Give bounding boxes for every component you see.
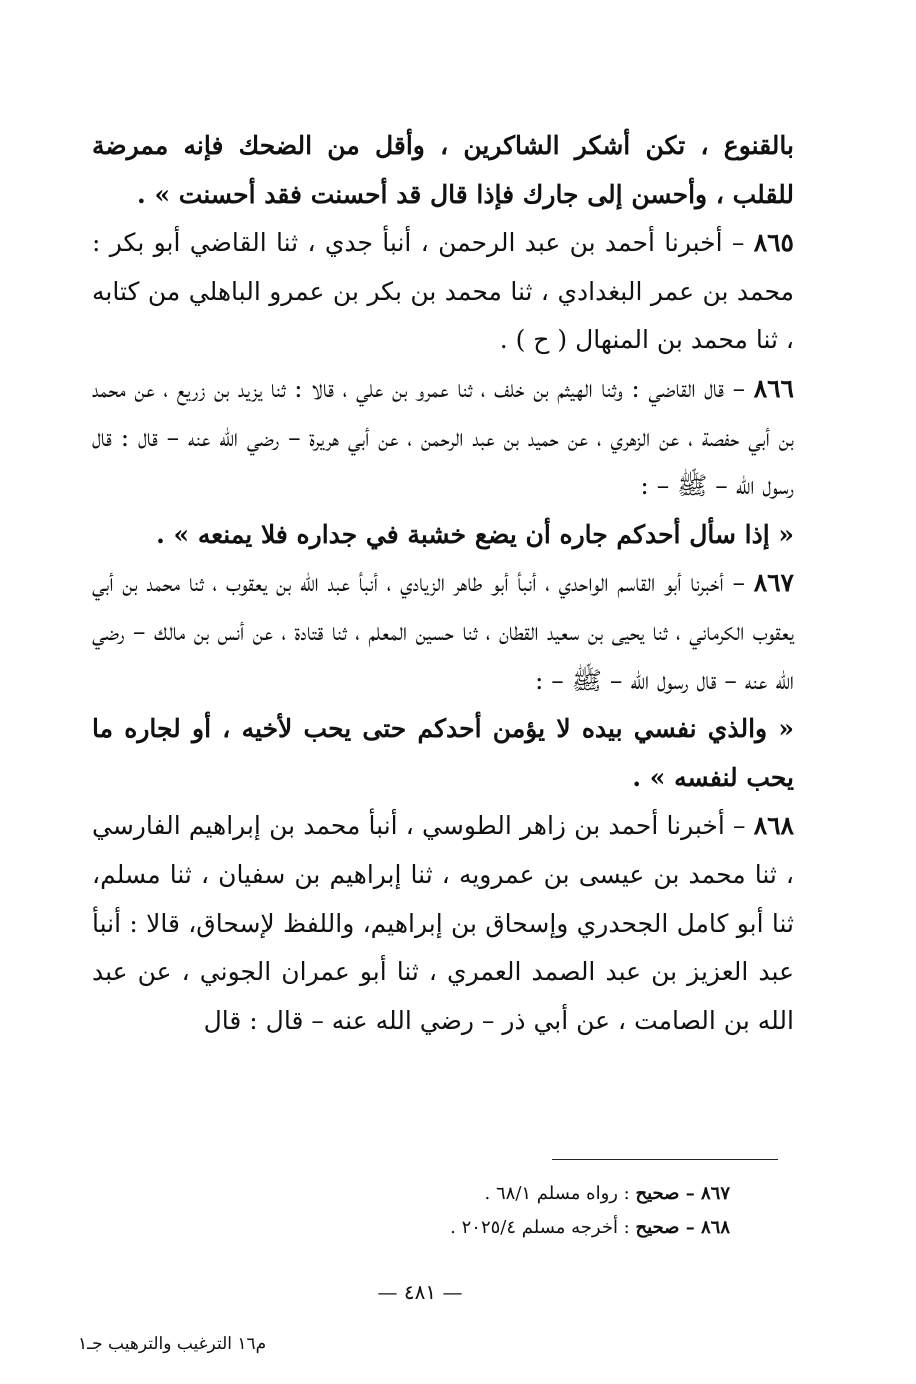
footnote-text: : رواه مسلم ٦٨/١ . — [484, 1183, 636, 1204]
hadith-866 — [92, 365, 794, 511]
footnote-number: ٨٦٨ – — [679, 1217, 730, 1238]
hadith-number: ٨٦٦ — [753, 373, 794, 403]
matn-line-1: بالقنوع ، تكن أشكر الشاكرين ، وأقل من الضحك فإنه ممرضة للقلب ، — [92, 131, 794, 209]
footnote-867 — [300, 1177, 730, 1211]
footnote-868 — [300, 1211, 730, 1245]
hadith-868 — [92, 802, 794, 1045]
hadith-867-matn: « والذي نفسي بيده لا يؤمن أحدكم حتى يحب لأخيه ، أو لجاره ما يحب لنفسه » . — [92, 714, 794, 792]
hadith-isnad: – أخبرنا أحمد بن زاهر الطوسي ، أنبأ محمد بن إبراهيم الفارسي ، ثنا محمد بن عيسى بن عمرويه ، ثنا إبراهيم بن سفيان ، ثنا مسلم، ثنا أبو كامل الجحدري وإسحاق بن إبراهيم، واللفظ لإسحاق، قالا : أنبأ عبد العزيز بن عبد الصمد العمري ، ثنا أبو عمران الجوني ، عن عبد الله بن الصامت ، عن أبي ذر – رضي الله عنه – قال : قال — [92, 811, 794, 1035]
hadith-number: ٨٦٥ — [753, 228, 794, 258]
footnote-grade: صحيح — [635, 1217, 680, 1238]
hadith-isnad: – أخبرنا أبو القاسم الواحدي ، أنبأ أبو طاهر الزيادي ، أنبأ عبد الله بن يعقوب ، ثنا محمد بن أبي يعقوب الكرماني ، ثنا يحيى بن سعيد القطان ، ثنا حسين المعلم ، ثنا قتادة ، عن أنس بن مالك – رضي الله عنه – قال رسول الله – ﷺ – : — [92, 568, 794, 695]
page-number: — ٤٨١ — — [377, 1280, 463, 1304]
hadith-867 — [92, 559, 794, 705]
footnotes — [300, 1177, 730, 1245]
footnote-divider — [552, 1159, 778, 1160]
hadith-number: ٨٦٨ — [753, 811, 794, 841]
footnote-text: : أخرجه مسلم ٢٠٢٥/٤ . — [450, 1217, 636, 1238]
matn-line-2: وأحسن إلى جارك فإذا قال قد أحسنت فقد أحسنت » . — [137, 179, 708, 209]
footnote-grade: صحيح — [635, 1183, 680, 1204]
hadith-isnad: – قال القاضي : وثنا الهيثم بن خلف ، ثنا عمرو بن علي ، قالا : ثنا يزيد بن زريع ، عن محمد بن أبي حفصة ، عن الزهري ، عن حميد بن عبد الرحمن ، عن أبي هريرة – رضي الله عنه – قال : قال رسول الله – ﷺ – : — [92, 373, 794, 501]
hadith-isnad: – أخبرنا أحمد بن عبد الرحمن ، أنبأ جدي ، ثنا القاضي أبو بكر : محمد بن عمر البغدادي ، ثنا محمد بن بكر بن عمرو الباهلي من كتابه ، ثنا محمد بن المنهال ( ح ) . — [92, 228, 794, 355]
signature-mark: م١٦ الترغيب والترهيب جـ١ — [78, 1334, 267, 1354]
footnote-number: ٨٦٧ – — [679, 1183, 730, 1204]
main-text — [92, 122, 794, 1045]
hadith-865 — [92, 219, 794, 365]
hadith-866-matn: « إذا سأل أحدكم جاره أن يضع خشبة في جداره فلا يمنعه » . — [156, 519, 794, 549]
hadith-864-end — [92, 122, 794, 219]
hadith-number: ٨٦٧ — [753, 568, 794, 598]
